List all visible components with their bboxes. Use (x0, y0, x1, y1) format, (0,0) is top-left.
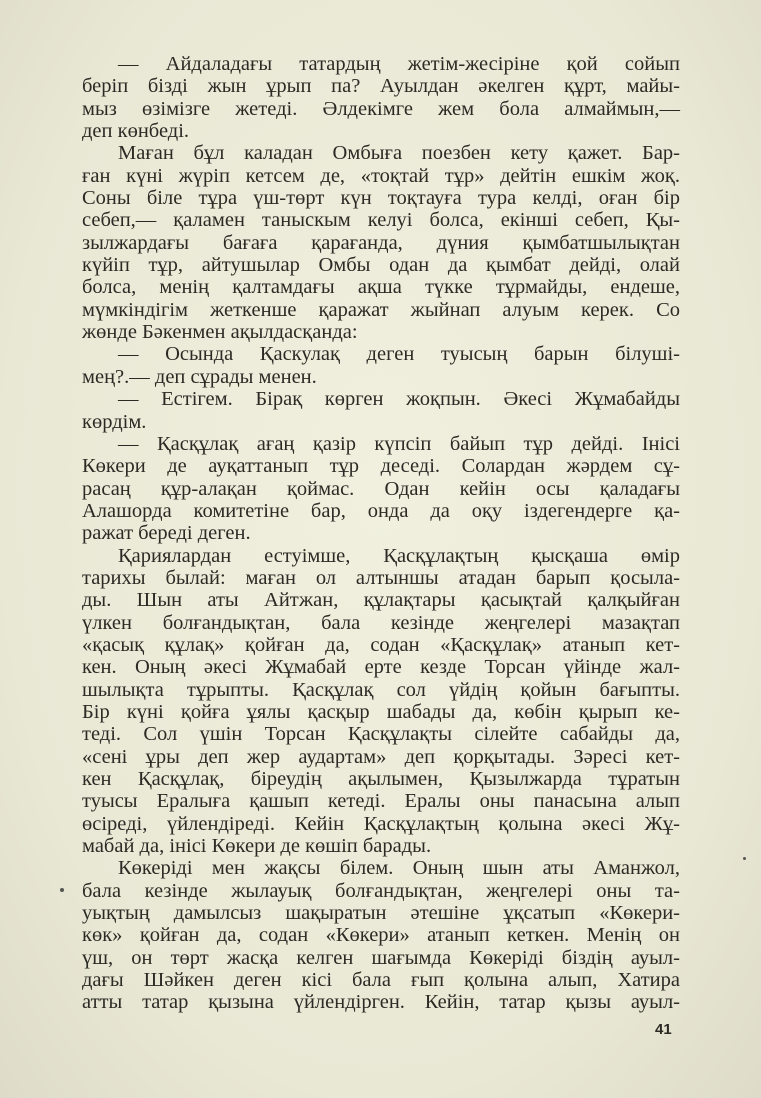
text-line: кен Қасқұлақ, біреудің ақылымен, Қызылжарда тұратын (82, 768, 680, 790)
text-line: Маған бұл каладан Омбыға поезбен кету қажет. Бар- (118, 142, 680, 165)
text-line: себеп,— қаламен таныскым келуі болса, екінші себеп, Қы- (82, 209, 680, 232)
text-line: деп көнбеді. (82, 120, 190, 143)
text-line: Соны біле тұра үш-төрт күн тоқтауға тура келді, оған бір (82, 187, 680, 210)
text-line: атты татар қызына үйлендірген. Кейін, татар қызы ауыл- (82, 991, 680, 1014)
text-line: болса, менің қалтамдағы ақша түкке тұрмайды, ендеше, (82, 276, 680, 299)
text-line: Қариялардан естуімше, Қасқұлақтың қысқаша өмір (118, 544, 680, 567)
text-line: зылжардағы бағаға қарағанда, дүния қымбатшылықтан (82, 231, 680, 254)
text-line: бала кезінде жылауық болғандықтан, жеңгелері оны та- (82, 879, 680, 902)
text-line: ды. Шын аты Айтжан, құлақтары қасықтай қалқыйған (82, 589, 680, 612)
text-line: кен. Оның әкесі Жұмабай ерте кезде Торсан үйінде жал- (82, 656, 680, 679)
text-line: тарихы былай: маған ол алтыншы атадан барып қосыла- (82, 566, 680, 589)
text-line: өсіреді, үйлендіреді. Кейін Қасқұлақтың қолына әкесі Жұ- (82, 812, 680, 835)
text-line: «қасық құлақ» қойған да, содан «Қасқұлақ» атанып кет- (82, 633, 680, 656)
page-number: 41 (655, 1021, 672, 1038)
text-line: — Естігем. Бірақ көрген жоқпын. Әкесі Жұмабайды (118, 388, 680, 411)
text-line: ражат береді деген. (82, 522, 251, 545)
text-line: теді. Сол үшін Торсан Қасқұлақты сілейте сабайды да, (82, 723, 680, 746)
text-line: «сені ұры деп жер аудартам» деп қорқытады. Зәресі кет- (82, 745, 680, 768)
text-line: — Қасқұлақ ағаң қазір күпсіп байып тұр дейді. Інісі (118, 432, 680, 455)
text-line: Бір күні қойға ұялы қасқыр шабады да, көбін қырып ке- (82, 700, 680, 723)
body-text (82, 53, 680, 1014)
text-line: көк» қойған да, содан «Көкери» атанып кеткен. Менің он (82, 924, 680, 947)
text-line: Көкери де ауқаттанып тұр деседі. Солардан жәрдем сұ- (82, 455, 680, 478)
text-line: үш, он төрт жасқа келген шағымда Көкеріді біздің ауыл- (82, 946, 680, 969)
text-line: үлкен болғандықтан, бала кезінде жеңгелері мазақтап (82, 611, 680, 634)
text-line: мыз өзімізге жетеді. Әлдекімге жем бола алмаймын,— (82, 97, 680, 120)
scan-speck (743, 857, 746, 860)
text-line: расаң құр-алақан қоймас. Одан кейін осы қаладағы (82, 477, 680, 500)
text-line: Көкеріді мен жақсы білем. Оның шын аты Аманжол, (118, 857, 680, 880)
text-line: дағы Шәйкен деген кісі бала ғып қолына алып, Хатира (82, 969, 680, 992)
text-line: — Осында Қаскулақ деген туысың барын білуші- (118, 343, 680, 366)
text-line: мабай да, інісі Көкери де көшіп барады. (82, 835, 432, 858)
text-line: ған күні жүріп кетсем де, «тоқтай тұр» дейтін ешкім жоқ. (82, 164, 680, 187)
text-line: беріп бізді жын ұрып па? Ауылдан әкелген құрт, майы- (82, 75, 680, 98)
text-line: күйіп тұр, айтушылар Омбы одан да қымбат дейді, олай (82, 254, 680, 277)
scan-speck (60, 888, 64, 892)
text-line: уықтың дамылсыз шақыратын әтешіне ұқсатып «Көкери- (82, 902, 680, 925)
text-line: — Айдаладағы татардың жетім-жесіріне қой сойып (118, 53, 680, 75)
text-line: Алашорда комитетіне бар, онда да оқу іздегендерге қа- (82, 499, 680, 522)
text-line: туысы Ералыға қашып кетеді. Ералы оны панасына алып (82, 790, 680, 813)
text-line: мүмкіндігім жеткенше қаражат жыйнап алуым керек. Со (82, 298, 680, 321)
text-line: мең?.— деп сұрады менен. (82, 365, 317, 388)
text-line: жөнде Бәкенмен ақылдасқанда: (82, 321, 358, 344)
text-line: көрдім. (82, 410, 147, 433)
text-line: шылықта тұрыпты. Қасқұлақ сол үйдің қойын бағыпты. (82, 678, 680, 701)
